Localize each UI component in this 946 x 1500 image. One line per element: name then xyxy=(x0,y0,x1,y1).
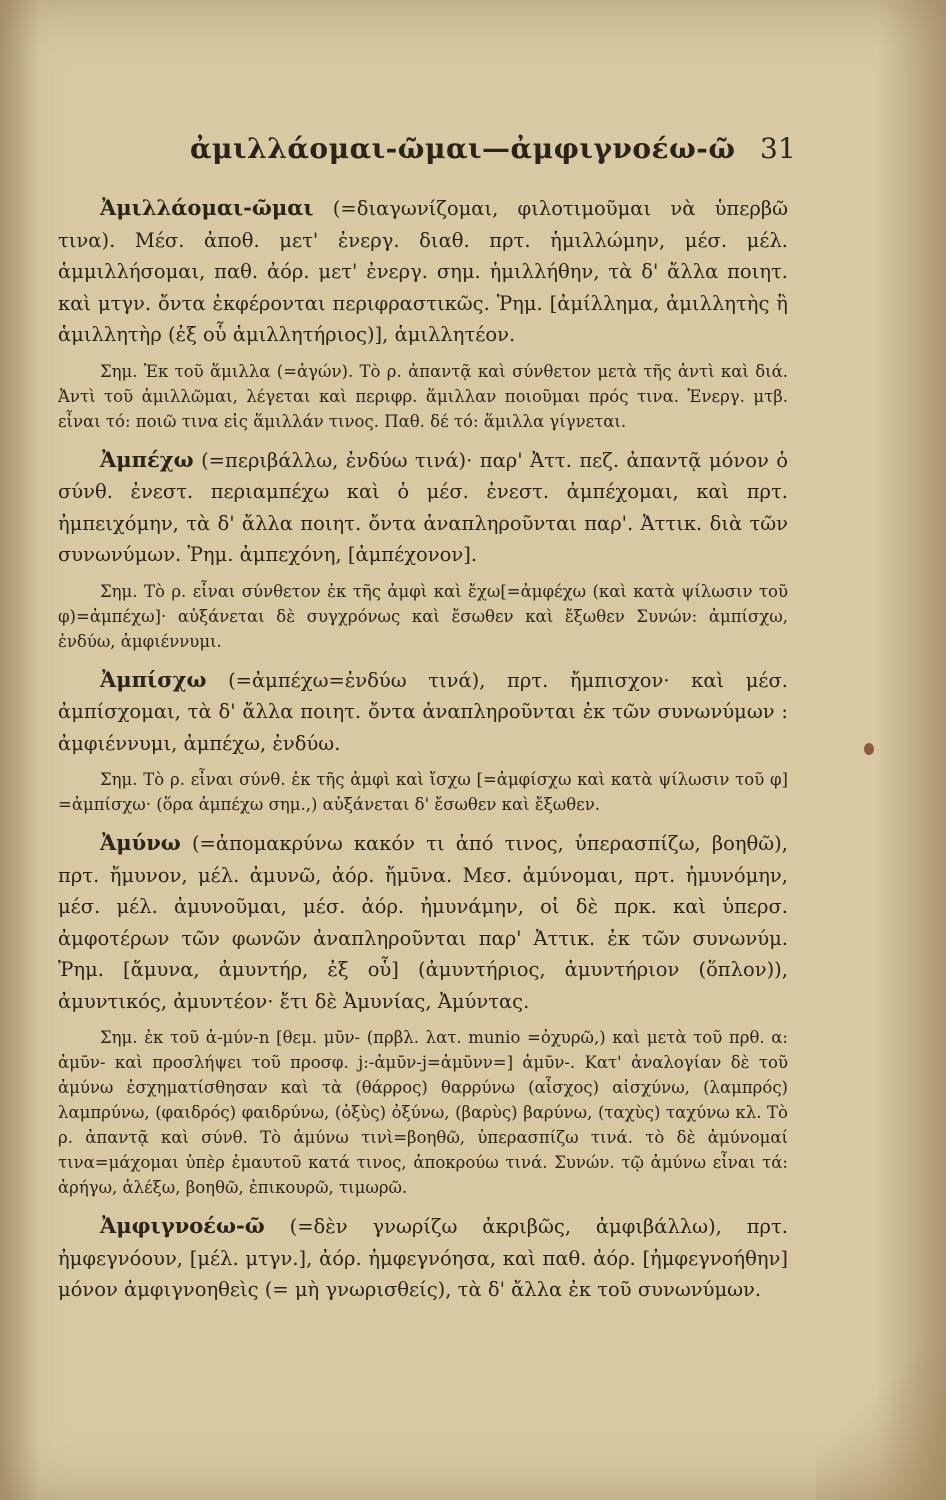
entry-definition: (=δὲν γνωρίζω ἀκριβῶς, ἀμφιβάλλω), πρτ. ἠμφεγνόουν, [μέλ. μτγν.], ἀόρ. ἠμφεγνόησα, καὶ παθ. ἀόρ. [ἠμφεγνοήθην] μόνον ἀμφιγνοηθεὶς (= μὴ γνωρισθείς), τὰ δ' ἄλλα ἐκ τοῦ συνωνύμων. xyxy=(58,1215,788,1301)
entry-text xyxy=(58,827,788,1017)
dictionary-content xyxy=(58,192,788,1316)
page-number: 31 xyxy=(760,132,796,165)
entry-amphignoeo xyxy=(58,1210,788,1306)
page-shadow-left xyxy=(0,0,40,1500)
entry-ampecho xyxy=(58,444,788,654)
page-corner-wear xyxy=(816,1330,946,1500)
entry-headword: Ἀμπίσχω xyxy=(100,666,207,692)
note-label: Σημ. xyxy=(100,361,138,381)
entry-text xyxy=(58,192,788,351)
entry-text xyxy=(58,444,788,571)
entry-headword: Ἀμφιγνοέω-ῶ xyxy=(100,1213,265,1238)
entry-note xyxy=(58,767,788,817)
entry-note xyxy=(58,579,788,654)
entry-definition: (=διαγωνίζομαι, φιλοτιμοῦμαι νὰ ὑπερβῶ τινα). Μέσ. ἀποθ. μετ' ἐνεργ. διαθ. πρτ. ἡμιλλώμην, μέσ. μέλ. ἁμμιλλήσομαι, παθ. ἀόρ. μετ' ἐνεργ. σημ. ἡμιλλήθην, τὰ δ' ἄλλα ποιητ. καὶ μτγν. ὄντα ἐκφέρονται περιφραστικῶς. Ῥημ. [ἀμίλλημα, ἀμιλλητὴς ἢ ἁμιλλητὴρ (ἐξ οὗ ἁμιλλητήριος)], ἁμιλλητέον. xyxy=(58,197,788,346)
note-label: Σημ. xyxy=(100,770,138,789)
entry-definition: (=περιβάλλω, ἐνδύω τινά)· παρ' Ἀττ. πεζ. ἀπαντᾷ μόνον ὁ σύνθ. ἐνεστ. περιαμπέχω καὶ ὁ μέσ. ἐνεστ. ἀμπέχομαι, καὶ πρτ. ἠμπειχόμην, τὰ δ' ἄλλα ποιητ. ὄντα ἀναπληροῦνται παρ'. Ἀττικ. διὰ τῶν συνωνύμων. Ῥημ. ἀμπεχόνη, [ἀμπέχονον]. xyxy=(58,448,789,566)
note-text: ἐκ τοῦ ἀ-μύν-n [θεμ. μῡν- (πρβλ. λατ. munio =ὀχυρῶ,) καὶ μετὰ τοῦ πρθ. α: ἀμῡν- καὶ προσλήψει τοῦ προσφ. j:-ἀμῡν-j=ἀμῡνν=] ἀμῡν-. Κατ' ἀναλογίαν δὲ τοῦ ἀμύνω ἐσχηματίσθησαν καὶ τὰ (θάρρος) θαρρύνω (αἶσχος) αἰσχύνω, (λαμπρός) λαμπρύνω, (φαιδρός) φαιδρύνω, (ὀξὺς) ὀξύνω, (βαρὺς) βαρύνω, (ταχὺς) ταχύνω κλ. Τὸ ρ. ἀπαντᾷ καὶ σύνθ. Τὸ ἀμύνω τινὶ=βοηθῶ, ὑπερασπίζω τινά. τὸ δὲ ἀμύνομαί τινα=μάχομαι ὑπὲρ ἐμαυτοῦ κατά τινος, ἀποκρούω τινά. Συνών. τῷ ἀμύνω εἶναι τά: ἀρήγω, ἀλέξω, βοηθῶ, ἐπικουρῶ, τιμωρῶ. xyxy=(58,1028,788,1197)
entry-definition: (=ἀπομακρύνω κακόν τι ἀπό τινος, ὑπερασπίζω, βοηθῶ), πρτ. ἤμυνον, μέλ. ἀμυνῶ, ἀόρ. ἤμῡνα. Μεσ. ἀμύνομαι, πρτ. ἠμυνόμην, μέσ. μέλ. ἀμυνοῦμαι, μέσ. ἀόρ. ἠμυνάμην, οἱ δὲ πρκ. καὶ ὑπερσ. ἀμφοτέρων τῶν φωνῶν ἀναπληροῦνται παρ' Ἀττικ. ἐκ τῶν συνωνύμ. Ῥημ. [ἄμυνα, ἀμυντήρ, ἐξ οὗ] (ἀμυντήριος, ἀμυντήριον (ὅπλον)), ἀμυντικός, ἀμυντέον· ἔτι δὲ Ἀμυνίας, Ἀμύντας. xyxy=(58,832,788,1013)
entry-definition: (=ἀμπέχω=ἐνδύω τινά), πρτ. ἤμπισχον· καὶ μέσ. ἀμπίσχομαι, τὰ δ' ἄλλα ποιητ. ὄντα ἀναπληροῦνται ἐκ τῶν συνωνύμων : ἀμφιέννυμι, ἀμπέχω, ἐνδύω. xyxy=(58,668,788,755)
ink-spot xyxy=(864,743,874,755)
entry-note xyxy=(58,359,788,434)
note-text: Τὸ ρ. εἶναι σύνθετον ἐκ τῆς ἀμφὶ καὶ ἔχω[=ἀμφέχω (καὶ κατὰ ψίλωσιν τοῦ φ)=ἀμπέχω]· αὐξάνεται δὲ συγχρόνως καὶ ἔσωθεν καὶ ἔξωθεν Συνών: ἀμπίσχω, ἐνδύω, ἀμφιέννυμι. xyxy=(58,581,789,651)
entry-text xyxy=(58,1210,788,1306)
entry-note xyxy=(58,1025,788,1200)
entry-amyno xyxy=(58,827,788,1200)
entry-ampischo xyxy=(58,664,788,818)
note-text: Ἐκ τοῦ ἅμιλλα (=ἀγών). Τὸ ρ. ἀπαντᾷ καὶ σύνθετον μετὰ τῆς ἀντὶ καὶ διά. Ἀντὶ τοῦ ἁμιλλῶμαι, λέγεται καὶ περιφρ. ἅμιλλαν ποιοῦμαι πρός τινα. Ἐνεργ. μτβ. εἶναι τό: ποιῶ τινα εἰς ἅμιλλάν τινος. Παθ. δέ τό: ἅμιλλα γίγνεται. xyxy=(58,361,788,431)
entry-headword: Ἀμύνω xyxy=(100,830,181,855)
entry-headword: Ἀμιλλάομαι-ῶμαι xyxy=(100,195,314,220)
note-label: Σημ. xyxy=(100,1028,138,1047)
entry-headword: Ἀμπέχω xyxy=(100,446,194,472)
note-label: Σημ. xyxy=(100,581,138,601)
page-shadow-right xyxy=(876,0,946,1500)
note-text: Τὸ ρ. εἶναι σύνθ. ἐκ τῆς ἀμφὶ καὶ ἴσχω [=ἀμφίσχω καὶ κατὰ ψίλωσιν τοῦ φ] =ἀμπίσχω· (ὅρα ἀμπέχω σημ.,) αὐξάνεται δ' ἔσωθεν καὶ ἔξωθεν. xyxy=(58,770,788,814)
running-head xyxy=(0,132,946,172)
entry-amillaomai xyxy=(58,192,788,434)
entry-text xyxy=(58,664,788,760)
running-head-title: ἀμιλλάομαι-ῶμαι—ἀμφιγνοέω-ῶ xyxy=(190,132,736,165)
